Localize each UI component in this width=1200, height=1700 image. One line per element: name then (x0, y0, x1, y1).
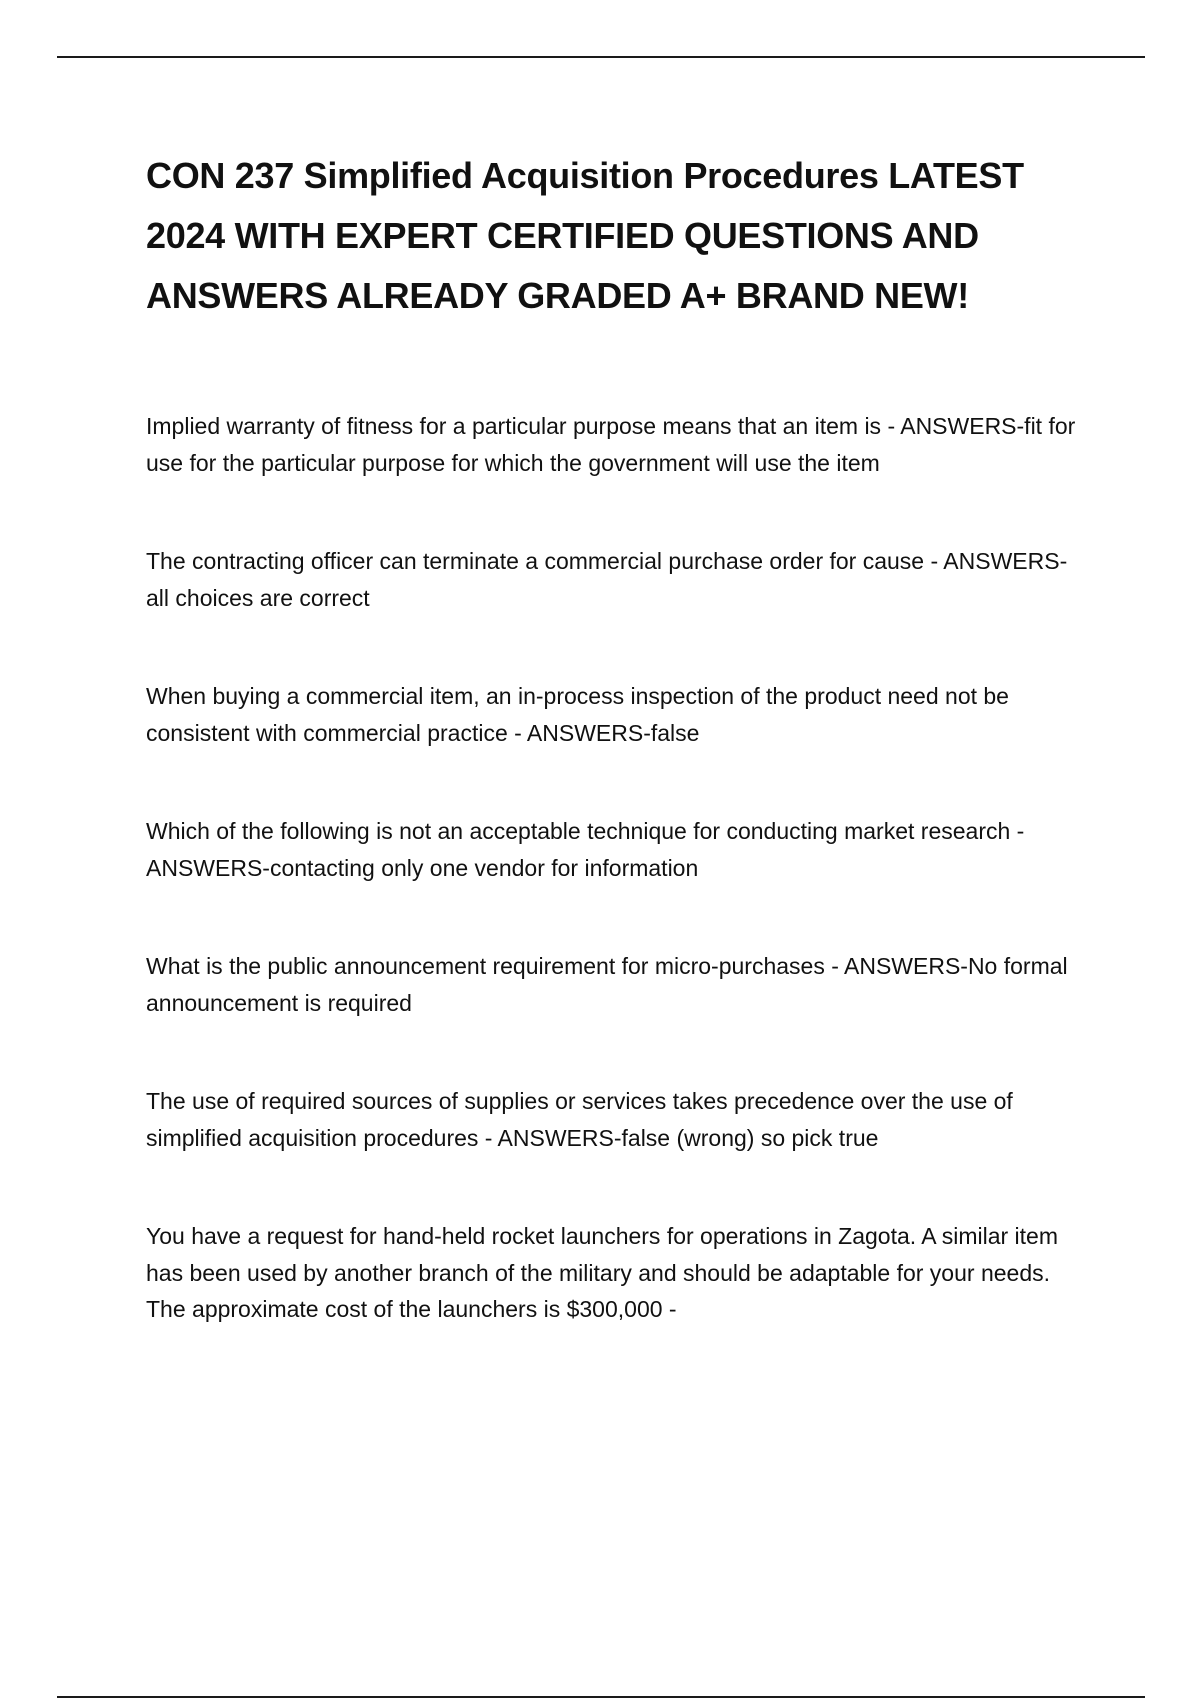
qa-item: You have a request for hand-held rocket launchers for operations in Zagota. A similar item has been used by another branch of the military and should be adaptable for your needs. The approximate cost of the launchers is $300,000 - (146, 1223, 1059, 1322)
header-rule (57, 56, 1145, 58)
footer-rule (57, 1696, 1145, 1698)
qa-item: Implied warranty of fitness for a particular purpose means that an item is - ANSWERS-fit for use for the particular purpose for which the government will use the item (146, 413, 1076, 476)
qa-item: The contracting officer can terminate a commercial purchase order for cause - ANSWERS-all choices are correct (146, 548, 1068, 611)
document-title: CON 237 Simplified Acquisition Procedures LATEST 2024 WITH EXPERT CERTIFIED QUESTIONS AND ANSWERS ALREADY GRADED A+ BRAND NEW! (146, 155, 1024, 316)
qa-item: Which of the following is not an acceptable technique for conducting market research - ANSWERS-contacting only one vendor for information (146, 818, 1025, 881)
qa-item: When buying a commercial item, an in-process inspection of the product need not be consistent with commercial practice - ANSWERS-false (146, 683, 1009, 746)
qa-item: What is the public announcement requirement for micro-purchases - ANSWERS-No formal announcement is required (146, 953, 1068, 1016)
qa-item: The use of required sources of supplies or services takes precedence over the use of simplified acquisition procedures - ANSWERS-false (wrong) so pick true (146, 1088, 1013, 1151)
document-body (146, 146, 1086, 1328)
qa-list (146, 408, 1086, 1328)
